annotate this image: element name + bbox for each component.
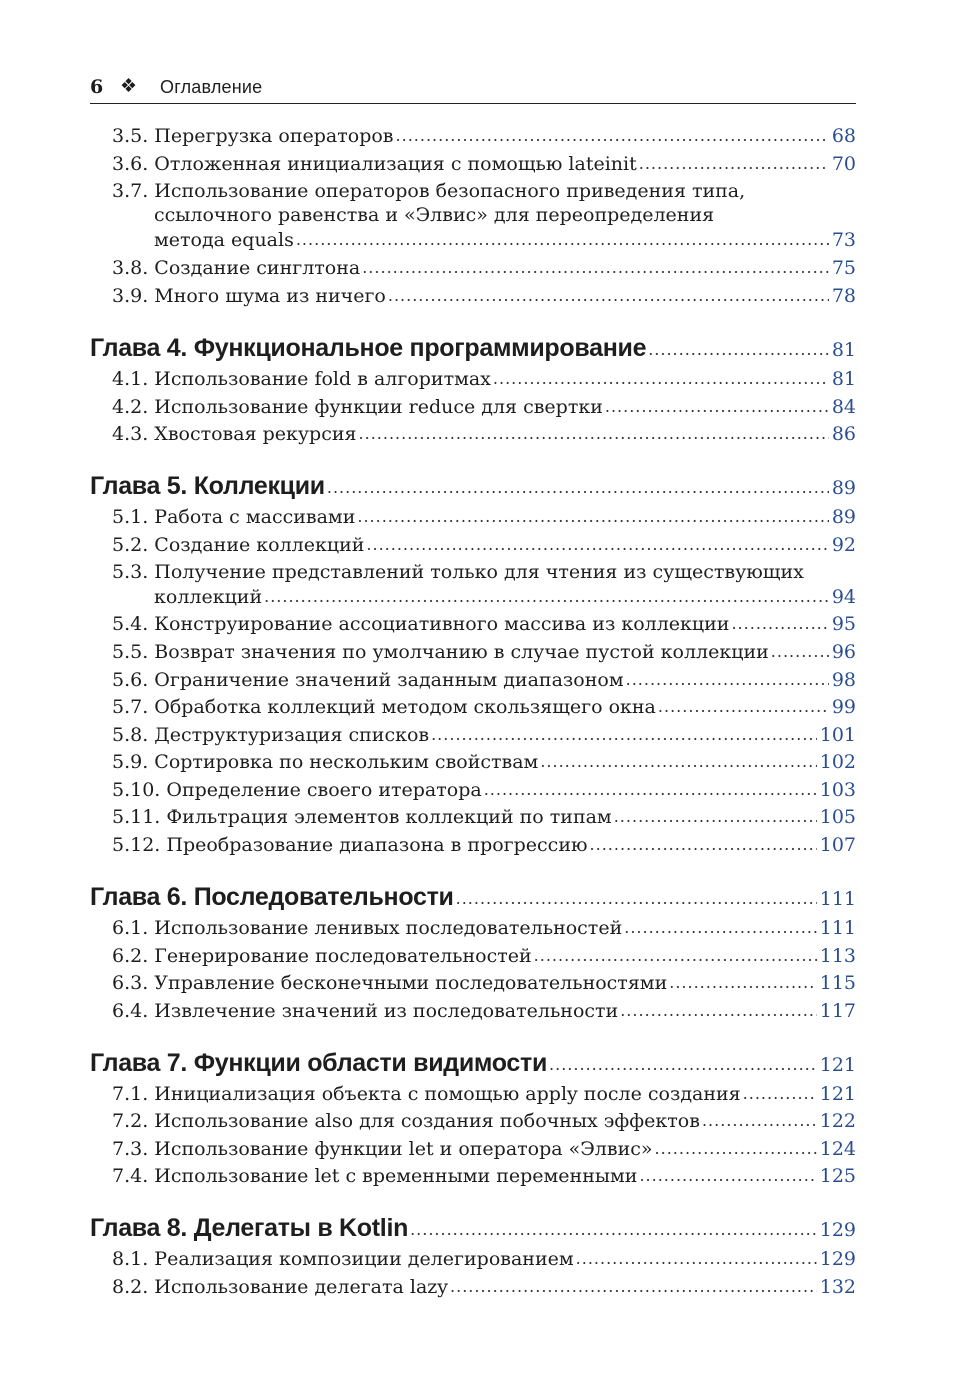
entry-title: 4.2. Использование функции reduce для свертки [112, 396, 603, 418]
toc-entry[interactable] [154, 584, 856, 611]
page-link[interactable]: 117 [819, 1000, 856, 1022]
dot-leader [431, 721, 817, 748]
toc-entry[interactable] [112, 777, 856, 804]
page-link[interactable]: 96 [831, 641, 856, 663]
dot-leader [296, 226, 829, 253]
toc-entry[interactable] [112, 943, 856, 970]
dot-leader [359, 420, 829, 447]
dot-leader [624, 914, 817, 941]
toc-entry[interactable] [112, 1274, 856, 1301]
toc-entry-line: 5.3. Получение представлений только для чтения из существующих [112, 561, 804, 583]
page-link[interactable]: 107 [819, 834, 856, 856]
chapter-heading[interactable] [90, 882, 856, 915]
entry-title: 6.2. Генерирование последовательностей [112, 945, 532, 967]
toc-entry[interactable] [112, 804, 856, 831]
dot-leader [702, 1107, 817, 1134]
entry-title: 6.1. Использование ленивых последовательностей [112, 917, 623, 939]
dot-leader [410, 1215, 817, 1245]
page-link[interactable]: 105 [819, 806, 856, 828]
page-link[interactable]: 125 [819, 1165, 856, 1187]
entry-title: 7.2. Использование also для создания побочных эффектов [112, 1110, 700, 1132]
entry-title: 4.3. Хвостовая рекурсия [112, 423, 357, 445]
chapter-title: Глава 5. Коллекции [90, 472, 325, 500]
dot-leader [327, 473, 829, 503]
page-link[interactable]: 86 [831, 423, 856, 445]
entry-title: 3.6. Отложенная инициализация с помощью lateinit [112, 153, 637, 175]
page-link[interactable]: 132 [819, 1276, 856, 1298]
page-link[interactable]: 89 [831, 506, 856, 528]
dot-leader [731, 610, 828, 637]
toc-entry[interactable] [112, 421, 856, 448]
page-link[interactable]: 115 [819, 972, 856, 994]
dot-leader [388, 282, 829, 309]
chapter-title: Глава 7. Функции области видимости [90, 1049, 548, 1077]
dot-leader [655, 1135, 817, 1162]
toc-entry[interactable] [112, 283, 856, 310]
page-link[interactable]: 101 [819, 724, 856, 746]
dot-leader [658, 693, 829, 720]
entry-title: 7.3. Использование функции let и оператора «Элвис» [112, 1138, 653, 1160]
entry-title: 5.11. Фильтрация элементов коллекций по типам [112, 806, 612, 828]
entry-title: 5.12. Преобразование диапазона в прогрессию [112, 834, 588, 856]
chapter-heading[interactable] [90, 1213, 856, 1246]
entry-title: 5.6. Ограничение значений заданным диапазоном [112, 669, 624, 691]
page-link[interactable]: 92 [831, 534, 856, 556]
page-link[interactable]: 103 [819, 779, 856, 801]
entry-title: 8.1. Реализация композиции делегированием [112, 1248, 574, 1270]
page-link[interactable]: 94 [831, 586, 856, 608]
toc-entry[interactable] [112, 394, 856, 421]
page-link[interactable]: 111 [819, 917, 856, 939]
entry-title: 6.4. Извлечение значений из последовательности [112, 1000, 619, 1022]
entry-title: коллекций [154, 586, 263, 608]
entry-title: 5.9. Сортировка по нескольким свойствам [112, 751, 539, 773]
dot-leader [456, 884, 817, 914]
toc-entry[interactable] [112, 504, 856, 531]
entry-title: 3.9. Много шума из ничего [112, 285, 386, 307]
dot-leader [605, 393, 829, 420]
entry-title: 6.3. Управление бесконечными последовательностями [112, 972, 668, 994]
dot-leader [549, 1050, 817, 1080]
header-title: Оглавление [160, 77, 263, 97]
toc-entry[interactable] [112, 366, 856, 393]
page-link[interactable]: 95 [831, 613, 856, 635]
dot-leader [396, 122, 829, 149]
page-link[interactable]: 75 [831, 257, 856, 279]
toc-entry[interactable] [112, 694, 856, 721]
entry-title: 8.2. Использование делегата lazy [112, 1276, 449, 1298]
page-number: 6 [90, 76, 104, 98]
toc-entry[interactable] [112, 151, 856, 178]
chapter-heading[interactable] [90, 1048, 856, 1081]
toc-entry[interactable] [112, 722, 856, 749]
toc-entry[interactable] [112, 1136, 856, 1163]
page-link[interactable]: 98 [831, 669, 856, 691]
toc-entry-line: 3.7. Использование операторов безопасного приведения типа, [112, 180, 746, 202]
toc-entry[interactable] [112, 639, 856, 666]
entry-title: 5.4. Конструирование ассоциативного массива из коллекции [112, 613, 730, 635]
running-header [90, 75, 856, 104]
dot-leader [648, 335, 829, 365]
dot-leader [620, 997, 817, 1024]
entry-title: 5.5. Возврат значения по умолчанию в случае пустой коллекции [112, 641, 769, 663]
page-link[interactable]: 84 [831, 396, 856, 418]
page-link[interactable]: 89 [831, 477, 856, 499]
chapter-title: Глава 6. Последовательности [90, 883, 454, 911]
toc-entry[interactable] [112, 123, 856, 150]
toc-entry[interactable] [112, 1246, 856, 1273]
page-link[interactable]: 129 [819, 1248, 856, 1270]
entry-title: 5.2. Создание коллекций [112, 534, 365, 556]
dot-leader [357, 503, 828, 530]
entry-title: 3.8. Создание синглтона [112, 257, 361, 279]
entry-title: 3.5. Перегрузка операторов [112, 125, 394, 147]
dot-leader [771, 638, 829, 665]
dot-leader [576, 1245, 817, 1272]
entry-title: 5.7. Обработка коллекций методом скользящего окна [112, 696, 656, 718]
dot-leader [626, 666, 829, 693]
page-link[interactable]: 73 [831, 229, 856, 251]
dot-leader [534, 942, 817, 969]
toc-entry[interactable] [112, 749, 856, 776]
toc-entry[interactable] [112, 998, 856, 1025]
dot-leader [639, 150, 829, 177]
entry-title: 5.1. Работа с массивами [112, 506, 356, 528]
dot-leader [743, 1080, 817, 1107]
page-link[interactable]: 113 [819, 945, 856, 967]
dot-leader [264, 583, 829, 610]
chapter-heading[interactable] [90, 471, 856, 504]
toc-entry[interactable] [112, 667, 856, 694]
page-link[interactable]: 102 [819, 751, 856, 773]
page-link[interactable]: 81 [831, 339, 856, 361]
dot-leader [450, 1273, 817, 1300]
chapter-title: Глава 8. Делегаты в Kotlin [90, 1214, 409, 1242]
dot-leader [540, 748, 816, 775]
page-link[interactable]: 70 [831, 153, 856, 175]
dot-leader [590, 831, 817, 858]
page-link[interactable]: 124 [819, 1138, 856, 1160]
page-link[interactable]: 111 [819, 888, 856, 910]
toc-entry[interactable] [112, 915, 856, 942]
page-link[interactable]: 78 [831, 285, 856, 307]
dot-leader [614, 803, 817, 830]
toc-entry[interactable] [112, 1081, 856, 1108]
toc-entry[interactable] [112, 970, 856, 997]
toc-entry[interactable] [112, 1163, 856, 1190]
entry-title: 7.1. Инициализация объекта с помощью apply после создания [112, 1083, 741, 1105]
entry-title: 5.10. Определение своего итератора [112, 779, 482, 801]
page-link[interactable]: 122 [819, 1110, 856, 1132]
dot-leader [484, 776, 817, 803]
dot-leader [362, 254, 829, 281]
toc-entry[interactable] [154, 227, 856, 254]
toc-entry[interactable] [112, 255, 856, 282]
dot-leader [669, 969, 816, 996]
chapter-title: Глава 4. Функциональное программирование [90, 334, 647, 362]
entry-title: 7.4. Использование let с временными переменными [112, 1165, 638, 1187]
entry-title: 5.8. Деструктуризация списков [112, 724, 430, 746]
page-link[interactable]: 99 [831, 696, 856, 718]
dot-leader [639, 1162, 816, 1189]
dot-leader [493, 365, 829, 392]
entry-title: 4.1. Использование fold в алгоритмах [112, 368, 491, 390]
entry-title: метода equals [154, 229, 294, 251]
chapter-heading[interactable] [90, 333, 856, 366]
ornament-icon: ❖ [120, 76, 138, 97]
toc-entry-line: ссылочного равенства и «Элвис» для переопределения [154, 204, 715, 226]
page-link[interactable]: 68 [831, 125, 856, 147]
page-link[interactable]: 81 [831, 368, 856, 390]
toc-entry[interactable] [112, 611, 856, 638]
toc-entry[interactable] [112, 832, 856, 859]
toc-entry[interactable] [112, 532, 856, 559]
page-link[interactable]: 121 [819, 1083, 856, 1105]
page-link[interactable]: 129 [819, 1219, 856, 1241]
page-link[interactable]: 121 [819, 1054, 856, 1076]
toc-entry[interactable] [112, 1108, 856, 1135]
dot-leader [366, 531, 828, 558]
